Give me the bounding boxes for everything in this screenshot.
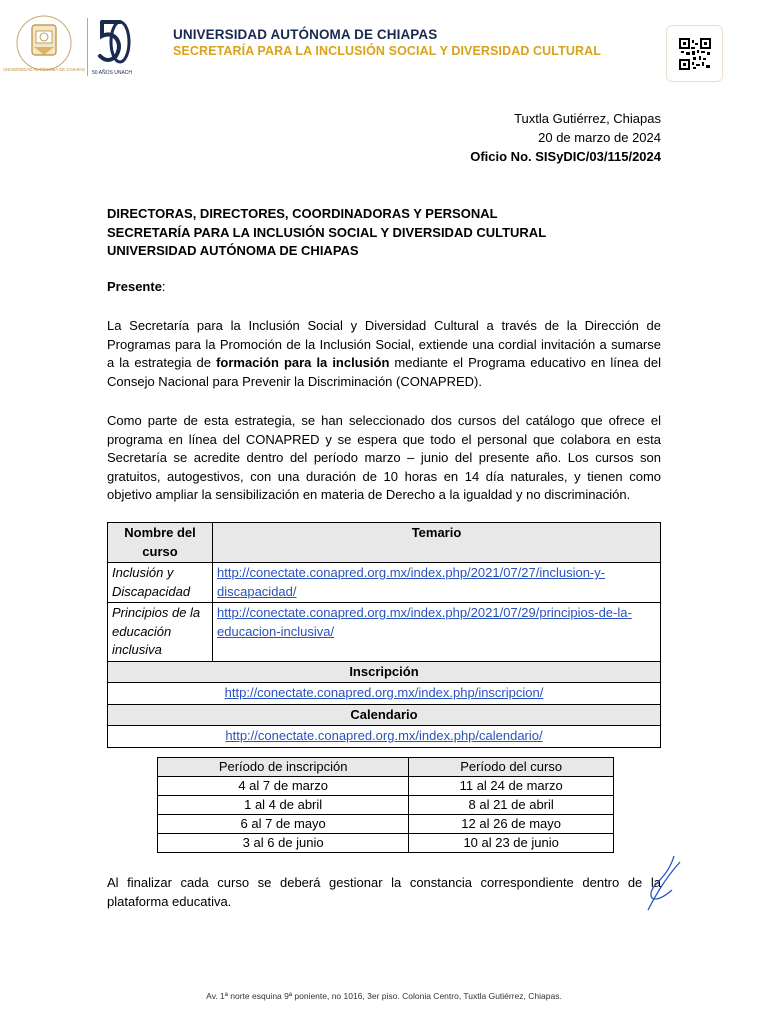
calendario-label-row <box>108 704 661 726</box>
table-row <box>158 815 614 834</box>
signature-mark <box>638 852 686 914</box>
calendario-link[interactable]: http://conectate.conapred.org.mx/index.php/calendario/ <box>225 728 543 743</box>
course-name: Principios de la educación inclusiva <box>108 603 213 662</box>
table-row <box>158 834 614 853</box>
inscripcion-period: 4 al 7 de marzo <box>158 777 409 796</box>
inscripcion-label-row <box>108 661 661 683</box>
inscripcion-period: 3 al 6 de junio <box>158 834 409 853</box>
courses-table <box>107 522 661 748</box>
addressee-line: DIRECTORAS, DIRECTORES, COORDINADORAS Y PERSONAL <box>107 206 498 221</box>
course-link-cell <box>213 563 661 603</box>
oficio-number: Oficio No. SISyDIC/03/115/2024 <box>470 149 661 164</box>
course-link-cell <box>213 603 661 662</box>
course-name: Inclusión y Discapacidad <box>108 563 213 603</box>
courses-header-row <box>108 523 661 563</box>
secretariat-name: SECRETARÍA PARA LA INCLUSIÓN SOCIAL Y DIVERSIDAD CULTURAL <box>173 44 601 58</box>
inscripcion-period: 1 al 4 de abril <box>158 796 409 815</box>
paragraph-invitation <box>107 317 661 391</box>
col-course-header: Nombre del curso <box>108 523 213 563</box>
col-curso-header: Período del curso <box>409 758 614 777</box>
table-row <box>158 777 614 796</box>
col-topics-header: Temario <box>213 523 661 563</box>
footer-address: Av. 1ª norte esquina 9ª poniente, no 1016, 3er piso. Colonia Centro, Tuxtla Gutiérrez, Chiapas. <box>206 991 562 1001</box>
curso-period: 11 al 24 de marzo <box>409 777 614 796</box>
curso-period: 8 al 21 de abril <box>409 796 614 815</box>
header-divider <box>87 18 88 76</box>
addressee-line: UNIVERSIDAD AUTÓNOMA DE CHIAPAS <box>107 243 359 258</box>
curso-period: 10 al 23 de junio <box>409 834 614 853</box>
paragraph-closing: Al finalizar cada curso se deberá gestionar la constancia correspondiente dentro de la plataforma educativa. <box>107 875 661 909</box>
salutation-colon: : <box>161 279 166 294</box>
table-row <box>158 796 614 815</box>
inscripcion-label: Inscripción <box>108 661 661 683</box>
table-row <box>108 563 661 603</box>
calendario-link-row <box>108 726 661 748</box>
table-row <box>108 603 661 662</box>
logo-text: UNIVERSIDAD AUTÓNOMA DE CHIAPAS <box>3 67 85 72</box>
periods-table <box>157 757 614 853</box>
anniversary-text: 50 AÑOS UNACH <box>91 70 133 76</box>
university-shield-logo <box>3 13 85 77</box>
calendario-link-cell <box>108 726 661 748</box>
p1-bold: formación para la inclusión <box>216 355 390 370</box>
p1-text-b: mediante el Programa educativo en línea del Consejo Nacional para Prevenir la Discriminación (CONAPRED). <box>107 355 661 389</box>
addressee-line: SECRETARÍA PARA LA INCLUSIÓN SOCIAL Y DIVERSIDAD CULTURAL <box>107 224 547 240</box>
inscripcion-link-cell <box>108 683 661 705</box>
curso-period: 12 al 26 de mayo <box>409 815 614 834</box>
anniversary-logo <box>92 16 132 78</box>
university-name: UNIVERSIDAD AUTÓNOMA DE CHIAPAS <box>173 27 438 42</box>
salutation-word: Presente <box>107 279 162 294</box>
qr-code-icon[interactable] <box>679 38 711 70</box>
p1-text-a: La Secretaría para la Inclusión Social y Diversidad Cultural a través de la Dirección de Programas para la Promoción de la Inclusión Social, extiende una cordial invitación a sumarse a la estrategia de <box>107 318 661 370</box>
letter-city: Tuxtla Gutiérrez, Chiapas <box>514 111 661 126</box>
periods-header-row <box>158 758 614 777</box>
inscripcion-link-row <box>108 683 661 705</box>
salutation <box>107 279 166 294</box>
paragraph-strategy: Como parte de esta estrategia, se han seleccionado dos cursos del catálogo que ofrece el programa en línea del CONAPRED y se espera que todo el personal que colabora en esta Secretaría se acredite dentro del período marzo – junio del presente año. Los cursos son gratuitos, autogestivos, con una duración de 10 horas en 14 día naturales, y tienen como objetivo ampliar la sensibilización en materia de Derecho a la igualdad y no discriminación. <box>107 413 661 502</box>
course-link[interactable]: http://conectate.conapred.org.mx/index.php/2021/07/29/principios-de-la-educacion-inclusiva/ <box>217 605 632 639</box>
inscripcion-period: 6 al 7 de mayo <box>158 815 409 834</box>
inscripcion-link[interactable]: http://conectate.conapred.org.mx/index.php/inscripcion/ <box>224 685 544 700</box>
col-inscripcion-header: Período de inscripción <box>158 758 409 777</box>
addressee-block <box>107 205 546 261</box>
calendario-label: Calendario <box>108 704 661 726</box>
course-link[interactable]: http://conectate.conapred.org.mx/index.php/2021/07/27/inclusion-y-discapacidad/ <box>217 565 606 599</box>
letter-date: 20 de marzo de 2024 <box>538 130 661 145</box>
